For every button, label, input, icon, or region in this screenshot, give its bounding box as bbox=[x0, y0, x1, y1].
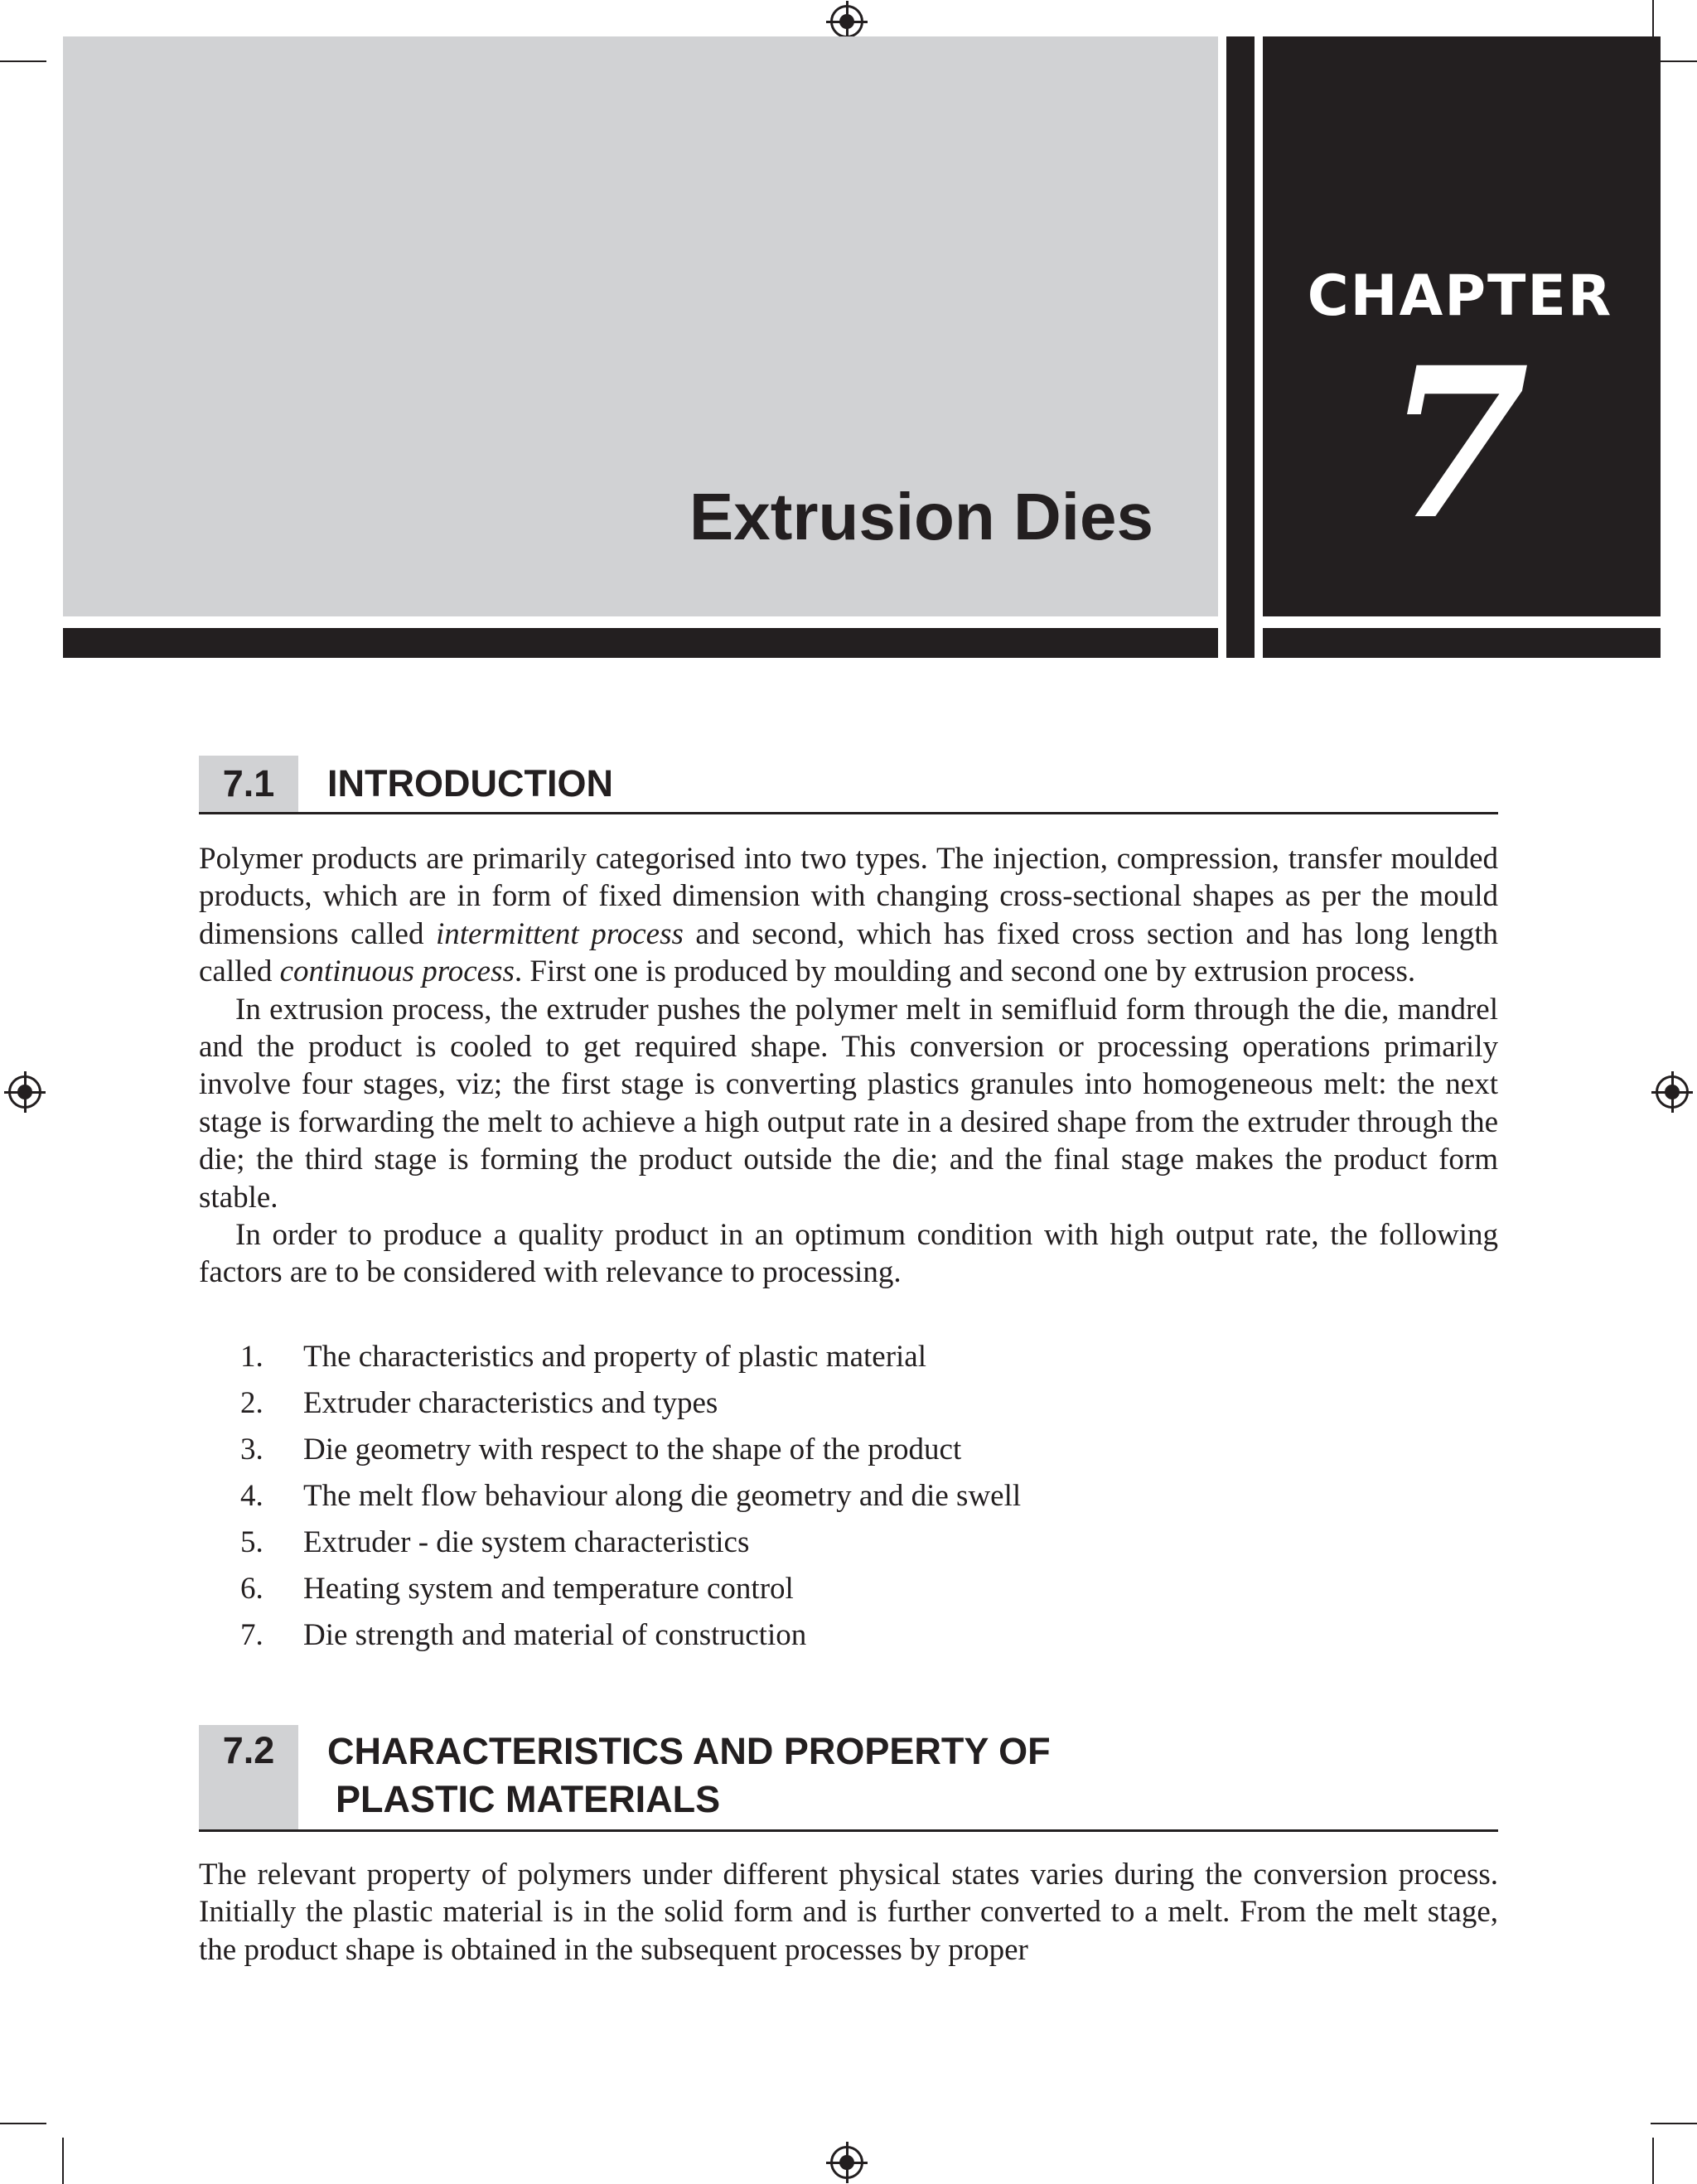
paragraph-2: In extrusion process, the extruder pushes the polymer melt in semifluid form through the die, mandrel and the product is cooled to get required shape. This conversion or processing operations primarily involve four stages, viz; the first stage is converting plastics granules into homogeneous melt: the next stage is forwarding the melt to achieve a high output rate in a desired shape from the extruder through the die; the third stage is forming the product outside the die; and the final stage makes the product form stable. bbox=[199, 992, 1498, 1215]
crop-mark-br-v bbox=[1652, 2138, 1654, 2184]
chapter-banner-black-underbar bbox=[1263, 628, 1661, 658]
emphasis-continuous-process: continuous process bbox=[279, 954, 515, 989]
chapter-label: CHAPTER bbox=[1307, 263, 1613, 329]
list-item bbox=[199, 1612, 1498, 1659]
section-title-line-1: CHARACTERISTICS AND PROPERTY OF bbox=[327, 1730, 1051, 1772]
list-item-number: 7. bbox=[240, 1618, 263, 1652]
list-item bbox=[199, 1520, 1498, 1566]
list-item-text: Die strength and material of construction bbox=[303, 1618, 807, 1652]
list-item-number: 5. bbox=[240, 1525, 263, 1559]
list-item-text: Extruder - die system characteristics bbox=[303, 1525, 750, 1559]
section-7-2-body bbox=[199, 1856, 1498, 1969]
list-item-number: 3. bbox=[240, 1433, 263, 1466]
paragraph-1: The relevant property of polymers under different physical states varies during the conversion process. Initially the plastic material is in the solid form and is further converted to a melt. From the melt stage, the product shape is obtained in the subsequent processes by proper bbox=[199, 1858, 1498, 1967]
section-title: INTRODUCTION bbox=[327, 762, 613, 805]
section-title-line-2: PLASTIC MATERIALS bbox=[336, 1778, 721, 1820]
registration-mark-bottom bbox=[830, 2146, 863, 2179]
list-item bbox=[199, 1380, 1498, 1427]
crop-mark-bl-v bbox=[62, 2138, 64, 2184]
factors-list bbox=[199, 1334, 1498, 1659]
section-heading-7-1 bbox=[199, 756, 1498, 815]
list-item-number: 6. bbox=[240, 1572, 263, 1606]
list-item bbox=[199, 1566, 1498, 1612]
list-item bbox=[199, 1334, 1498, 1380]
section-heading-7-2 bbox=[199, 1725, 1498, 1833]
registration-mark-right bbox=[1656, 1075, 1689, 1109]
emphasis-intermittent-process: intermittent process bbox=[436, 916, 684, 951]
section-rule bbox=[199, 812, 1498, 814]
list-item-number: 2. bbox=[240, 1386, 263, 1420]
section-number: 7.1 bbox=[199, 756, 298, 812]
list-item-text: Heating system and temperature control bbox=[303, 1572, 794, 1606]
chapter-banner-divider bbox=[1226, 36, 1255, 658]
list-item bbox=[199, 1473, 1498, 1520]
crop-mark-br-h bbox=[1651, 2123, 1697, 2124]
list-item-text: Die geometry with respect to the shape of the product bbox=[303, 1433, 962, 1466]
registration-mark-top bbox=[830, 5, 863, 38]
crop-mark-tl-h bbox=[0, 60, 46, 62]
registration-mark-left bbox=[8, 1075, 41, 1109]
chapter-title: Extrusion Dies bbox=[689, 480, 1153, 553]
section-rule bbox=[199, 1829, 1498, 1832]
chapter-number: 7 bbox=[1385, 321, 1530, 565]
list-item-text: The melt flow behaviour along die geometry and die swell bbox=[303, 1479, 1022, 1513]
list-item-text: Extruder characteristics and types bbox=[303, 1386, 718, 1420]
section-number: 7.2 bbox=[199, 1725, 298, 1829]
paragraph-3: In order to produce a quality product in an optimum condition with high output rate, the following factors are to be considered with relevance to processing. bbox=[199, 1218, 1498, 1290]
list-item bbox=[199, 1427, 1498, 1473]
chapter-banner-underbar bbox=[63, 628, 1218, 658]
list-item-text: The characteristics and property of plastic material bbox=[303, 1340, 926, 1374]
list-item-number: 1. bbox=[240, 1340, 263, 1374]
list-item-number: 4. bbox=[240, 1479, 263, 1513]
crop-mark-bl-h bbox=[0, 2123, 46, 2124]
paragraph-1: Polymer products are primarily categorised into two types. The injection, compression, transfer moulded products, which are in form of fixed dimension with changing cross-sectional shapes as per the mould dimensions called intermittent process and second, which has fixed cross section and has long length called continuous process. First one is produced by moulding and second one by extrusion process. bbox=[199, 842, 1498, 989]
section-7-1-body bbox=[199, 840, 1498, 1292]
